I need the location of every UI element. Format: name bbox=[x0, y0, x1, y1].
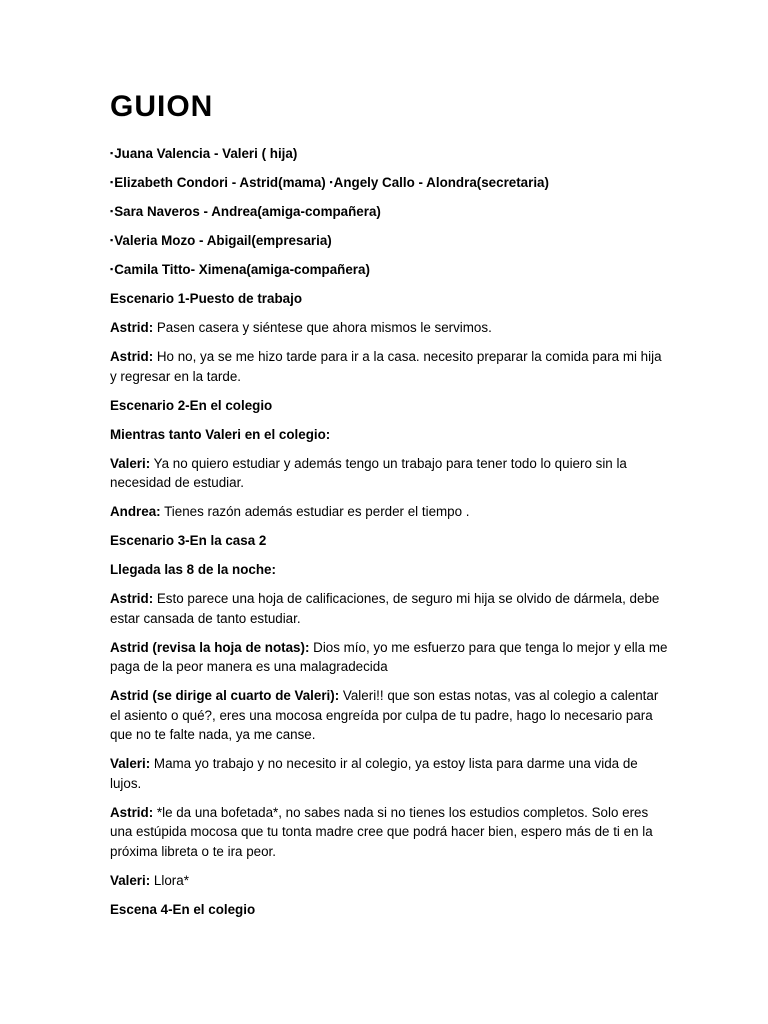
scene-subheading: Llegada las 8 de la noche: bbox=[110, 562, 276, 577]
cast-item bbox=[110, 202, 670, 222]
dialogue-line bbox=[110, 502, 670, 522]
cast-text: Juana Valencia - Valeri ( hija) bbox=[114, 146, 298, 161]
dialogue-text: Esto parece una hoja de calificaciones, de seguro mi hija se olvido de dármela, debe estar cansada de tanto estudiar. bbox=[110, 591, 660, 626]
cast-item bbox=[110, 144, 670, 164]
dialogue-text: Mama yo trabajo y no necesito ir al colegio, ya estoy lista para darme una vida de lujos. bbox=[110, 756, 638, 791]
dialogue-text: Valeri!! que son estas notas, vas al colegio a calentar el asiento o qué?, eres una mocosa engreída por culpa de tu padre, hago lo necesario para que no te falte nada, ya me canse. bbox=[110, 688, 659, 742]
dialogue-line bbox=[110, 638, 670, 677]
dialogue-line bbox=[110, 871, 670, 891]
scene-heading: Escenario 2-En el colegio bbox=[110, 397, 273, 413]
dialogue-text: Ya no quiero estudiar y además tengo un trabajo para tener todo lo quiero sin la necesidad de estudiar. bbox=[110, 455, 627, 490]
speaker-name: Valeri: bbox=[110, 872, 151, 888]
speaker-name: Astrid: bbox=[110, 320, 154, 335]
dialogue-line bbox=[110, 589, 670, 628]
scene-heading: Escenario 3-En la casa 2 bbox=[110, 533, 267, 548]
document-page bbox=[110, 88, 670, 929]
dialogue-line bbox=[110, 803, 670, 862]
speaker-name: Astrid: bbox=[110, 591, 154, 606]
cast-text: Sara Naveros - Andrea(amiga-compañera) bbox=[114, 204, 381, 219]
document-title: GUION bbox=[110, 90, 214, 123]
speaker-name: Andrea: bbox=[110, 504, 161, 519]
cast-text: Angely Callo - Alondra(secretaria) bbox=[333, 175, 549, 190]
speaker-name: Astrid (se dirige al cuarto de Valeri): bbox=[110, 688, 340, 703]
dialogue-text: Llora* bbox=[150, 872, 189, 888]
scene-heading: Escena 4-En el colegio bbox=[110, 901, 256, 917]
dialogue-text: Pasen casera y siéntese que ahora mismos le servimos. bbox=[153, 320, 492, 335]
scene-subheading: Mientras tanto Valeri en el colegio: bbox=[110, 426, 331, 442]
bullet-icon: ▪ bbox=[110, 177, 114, 187]
dialogue-line bbox=[110, 454, 670, 493]
dialogue-text: Dios mío, yo me esfuerzo para que tenga lo mejor y ella me paga de la peor manera es una malagradecida bbox=[110, 639, 668, 674]
cast-item bbox=[110, 173, 670, 193]
bullet-icon: ▪ bbox=[110, 206, 114, 216]
bullet-icon: ▪ bbox=[110, 264, 114, 274]
bullet-icon: ▪ bbox=[110, 148, 114, 158]
cast-text: Elizabeth Condori - Astrid(mama) bbox=[114, 175, 330, 190]
speaker-name: Astrid: bbox=[110, 804, 154, 820]
scene-heading: Escenario 1-Puesto de trabajo bbox=[110, 291, 302, 306]
dialogue-line bbox=[110, 754, 670, 793]
cast-item bbox=[110, 231, 670, 251]
cast-text: Valeria Mozo - Abigail(empresaria) bbox=[114, 233, 332, 248]
cast-text: Camila Titto- Ximena(amiga-compañera) bbox=[114, 262, 370, 277]
speaker-name: Valeri: bbox=[110, 756, 151, 771]
dialogue-line bbox=[110, 347, 670, 386]
dialogue-text: *le da una bofetada*, no sabes nada si no tienes los estudios completos. Solo eres una estúpida mocosa que tu tonta madre cree que podrá hacer bien, espero más de ti en la próxima libreta o te ira peor. bbox=[110, 804, 653, 859]
bullet-icon: ▪ bbox=[329, 177, 333, 187]
bullet-icon: ▪ bbox=[110, 235, 114, 245]
dialogue-line bbox=[110, 318, 670, 338]
speaker-name: Astrid (revisa la hoja de notas): bbox=[110, 639, 310, 655]
speaker-name: Valeri: bbox=[110, 455, 151, 471]
dialogue-line bbox=[110, 686, 670, 745]
speaker-name: Astrid: bbox=[110, 349, 154, 364]
cast-item bbox=[110, 260, 670, 280]
dialogue-text: Tienes razón además estudiar es perder el tiempo . bbox=[160, 504, 470, 519]
dialogue-text: Ho no, ya se me hizo tarde para ir a la casa. necesito preparar la comida para mi hija y regresar en la tarde. bbox=[110, 349, 662, 384]
